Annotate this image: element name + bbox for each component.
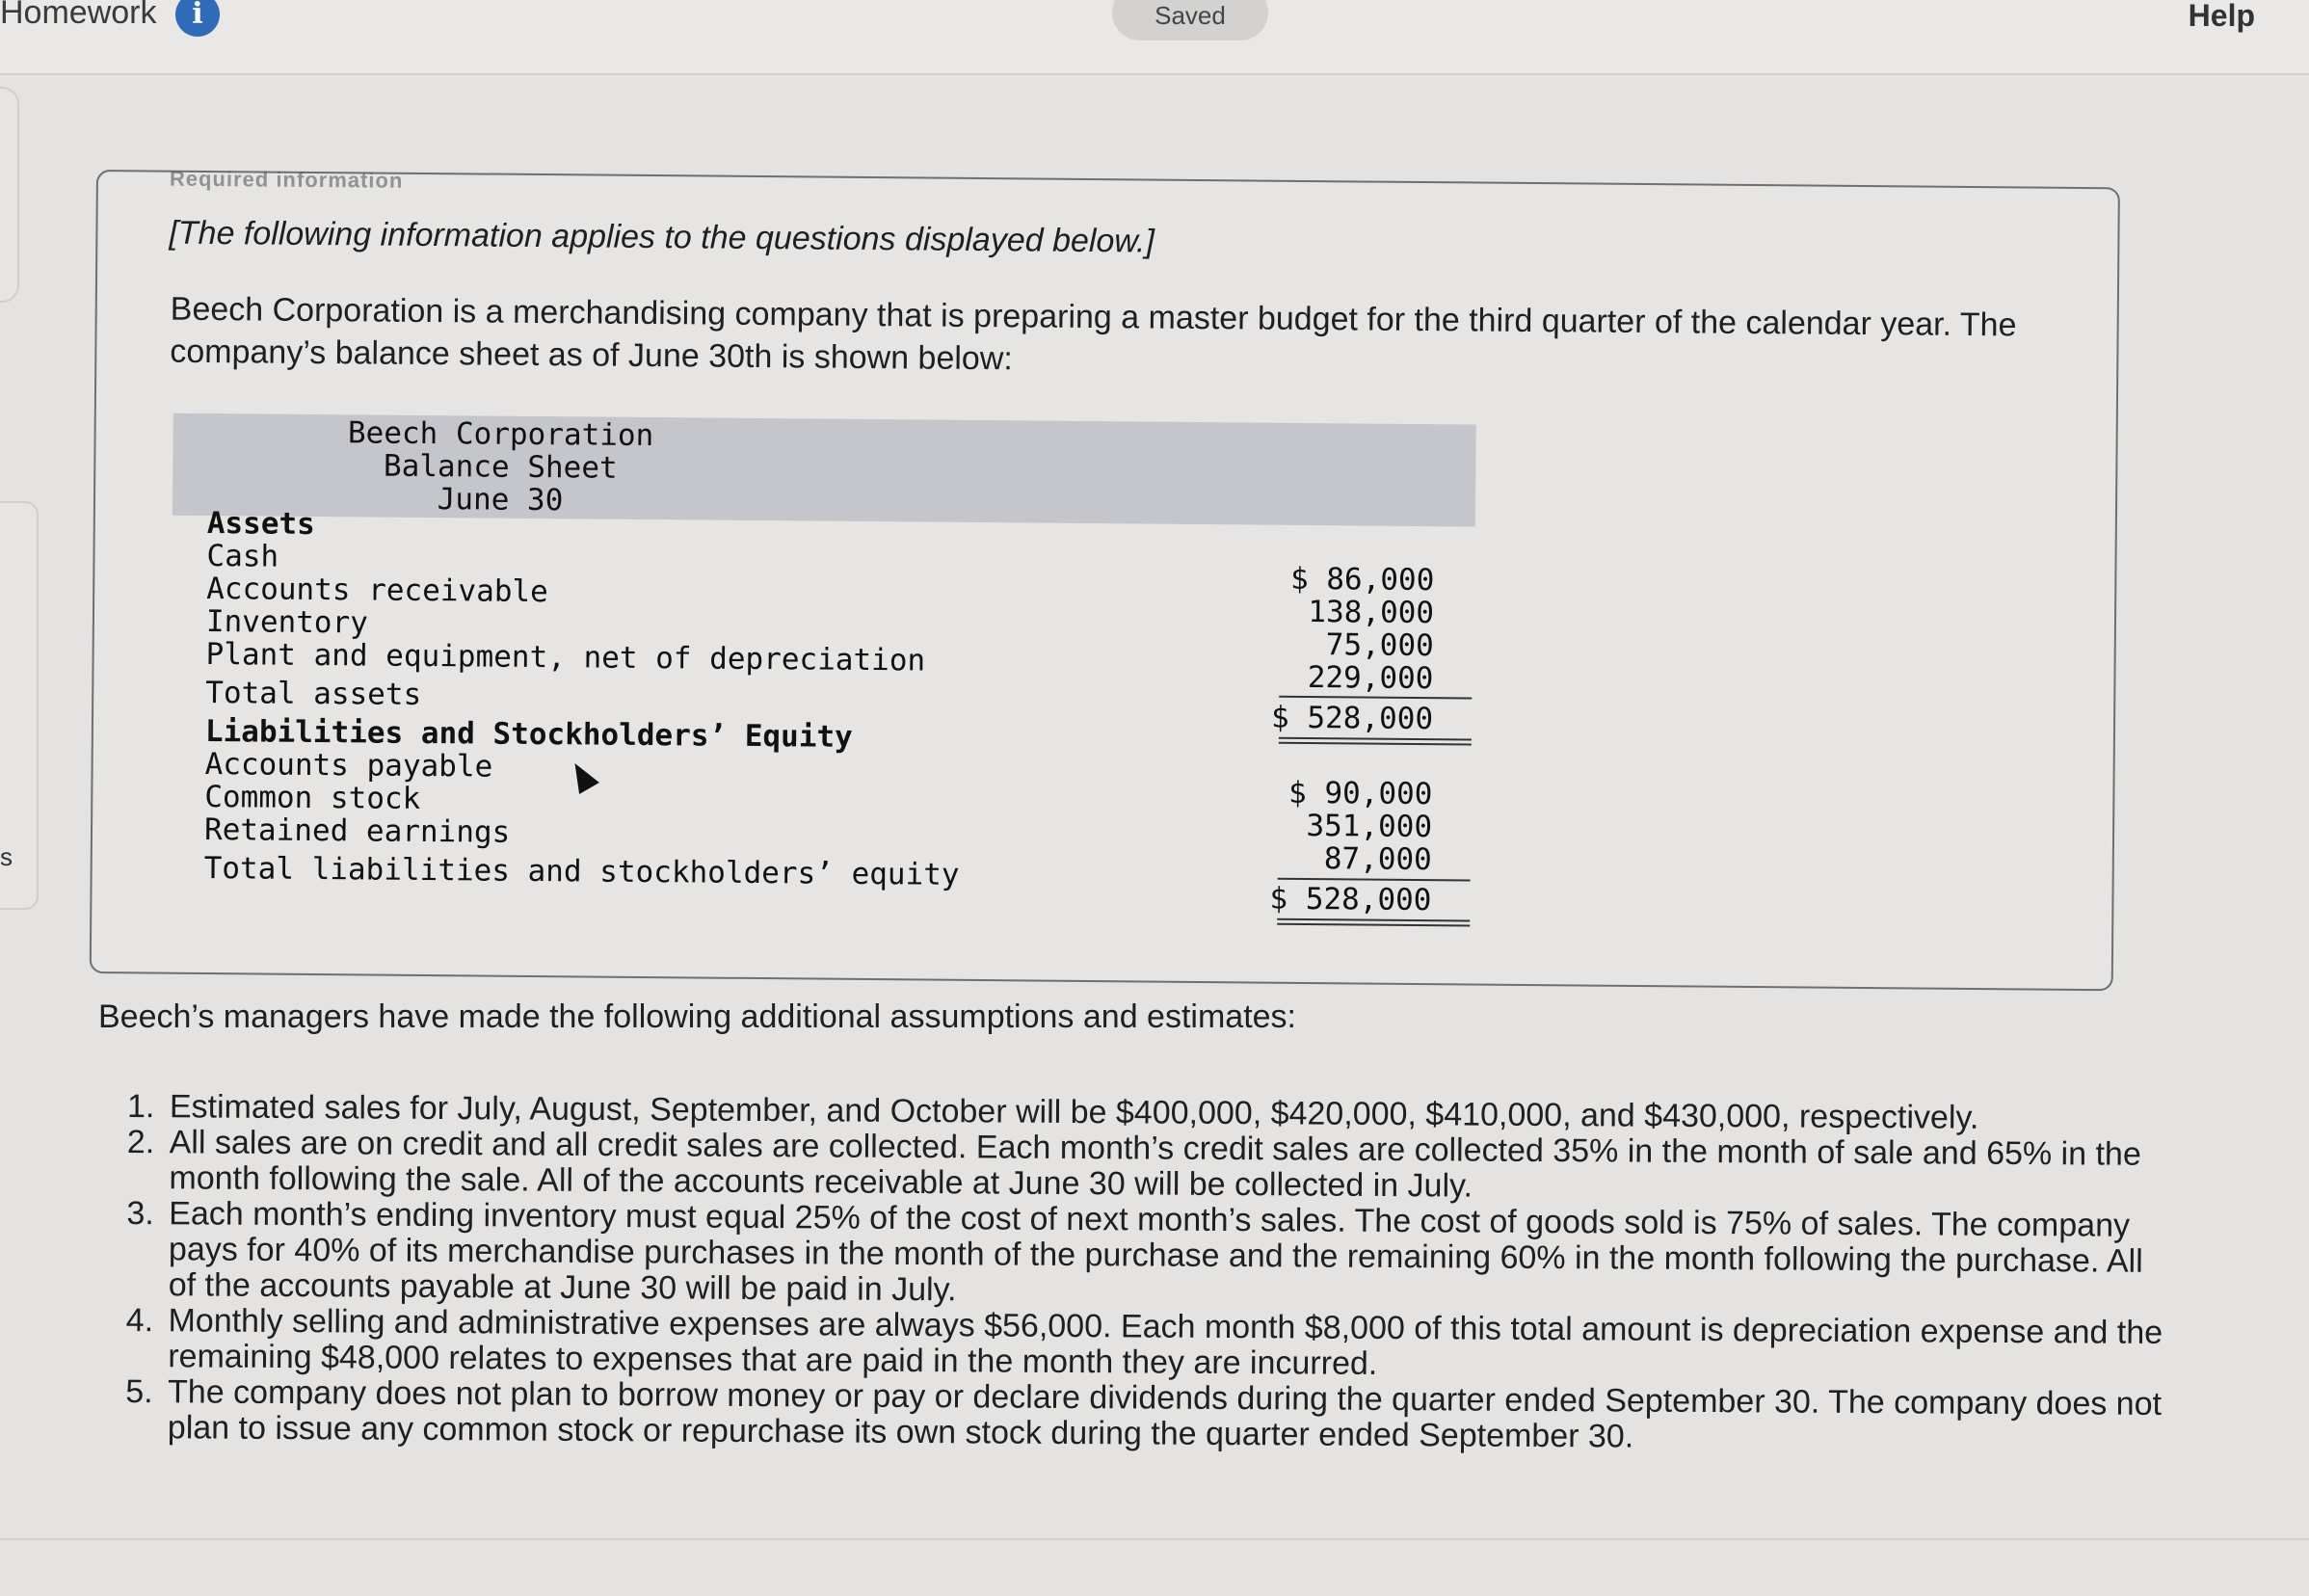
intro-paragraph: Beech Corporation is a merchandising company that is preparing a master budget for the third quarter of the calendar year. The company’s balance sheet as of June 30th is shown below:	[170, 290, 2017, 378]
balance-sheet-header	[173, 413, 1476, 527]
info-icon[interactable]: i	[175, 0, 220, 37]
side-panel-tab[interactable]	[0, 87, 19, 303]
liability-value-payable: $ 90,000	[1287, 775, 1433, 812]
question-card	[90, 166, 2120, 991]
total-assets-value: $ 528,000	[1270, 700, 1434, 737]
assumption-item: 1. Estimated sales for July, August, September, and October will be $400,000, $420,000, $410,000, and $430,000, respectively.	[164, 1089, 2168, 1137]
assumption-item: 4. Monthly selling and administrative expenses are always $56,000. Each month $8,000 of this total amount is depreciation expense and the remaining $48,000 relates to expenses that are paid in the month they are incurred.	[162, 1303, 2166, 1387]
total-double-rule	[1279, 737, 1472, 746]
company-name: Beech Corporation	[347, 415, 654, 454]
help-button[interactable]: Help	[2188, 0, 2255, 33]
saved-status-badge: Saved	[1112, 0, 1268, 40]
assets-heading: Assets	[206, 506, 315, 542]
page-title: Homework	[0, 0, 157, 31]
asset-value-receivable: 138,000	[1308, 594, 1435, 631]
asset-label-cash: Cash	[206, 539, 279, 574]
total-liabilities-value: $ 528,000	[1269, 881, 1432, 918]
statement-date: June 30	[437, 482, 564, 519]
side-panel-letter: s	[0, 842, 13, 871]
assumption-item: 5. The company does not plan to borrow money or pay or declare dividends during the quarter ended September 30. The company does not plan to issue any common stock or repurchase its own stock during the quarter ended September 30.	[162, 1374, 2166, 1458]
asset-value-plant: 229,000	[1307, 659, 1434, 697]
liabilities-heading: Liabilities and Stockholders’ Equity	[204, 714, 853, 755]
intro-note: [The following information applies to the questions displayed below.]	[169, 214, 1155, 260]
assumptions-intro: Beech’s managers have made the following additional assumptions and estimates:	[98, 998, 1296, 1035]
asset-label-receivable: Accounts receivable	[206, 572, 548, 610]
asset-label-plant: Plant and equipment, net of depreciation	[205, 637, 926, 678]
liability-value-common-stock: 351,000	[1306, 808, 1433, 845]
assumption-item: 3. Each month’s ending inventory must equal 25% of the cost of next month’s sales. The cost of goods sold is 75% of sales. The company pays for 40% of its merchandise purchases in the month of the purchase and the remaining 60% in the month following the purchase. All of the accounts payable at June 30 will be paid in July.	[163, 1196, 2168, 1316]
liability-value-retained: 87,000	[1323, 841, 1432, 878]
statement-name: Balance Sheet	[383, 448, 618, 486]
card-header: Required information	[169, 166, 404, 193]
assumption-item: 2. All sales are on credit and all credit sales are collected. Each month’s credit sales are collected 35% in the month of sale and 65% in the month following the sale. All of the accounts receivable at June 30 will be collected in July.	[163, 1125, 2167, 1209]
liability-label-retained: Retained earnings	[203, 812, 511, 850]
asset-value-inventory: 75,000	[1325, 627, 1434, 664]
asset-value-cash: $ 86,000	[1289, 561, 1435, 598]
assumptions-list	[123, 1089, 2168, 1458]
subtotal-rule	[1279, 696, 1472, 700]
top-bar	[0, 0, 2309, 75]
asset-label-inventory: Inventory	[205, 604, 369, 641]
page-divider	[0, 1538, 2309, 1540]
liability-label-common-stock: Common stock	[204, 780, 421, 816]
total-assets-label: Total assets	[205, 676, 422, 712]
total-double-rule	[1277, 918, 1470, 927]
balance-sheet	[169, 413, 1476, 936]
liability-label-payable: Accounts payable	[204, 747, 493, 785]
total-liabilities-label: Total liabilities and stockholders’ equity	[203, 851, 960, 892]
subtotal-rule	[1278, 878, 1471, 882]
